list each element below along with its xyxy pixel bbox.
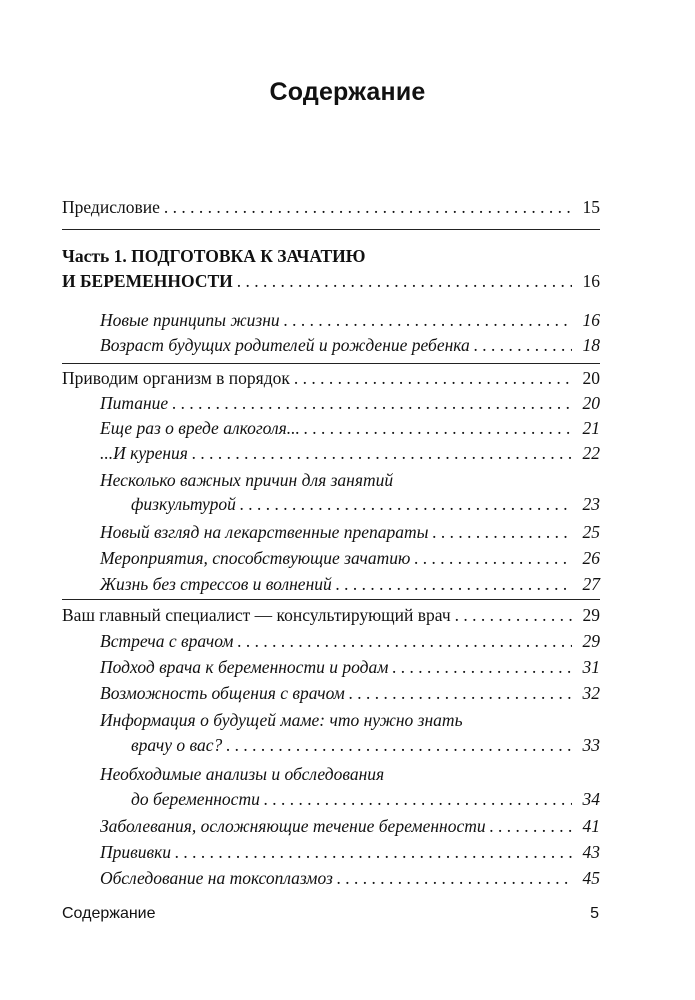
toc-entry-page: 31 [582, 657, 600, 677]
toc-entry-page: 26 [582, 548, 600, 568]
toc-entry-page: 23 [582, 494, 600, 514]
toc-entry-page: 27 [582, 574, 600, 594]
leader-dots [240, 494, 572, 515]
toc-entry-mother-info[interactable] [131, 735, 600, 759]
toc-entry-page: 45 [582, 868, 600, 888]
toc-entry-title: Возраст будущих родителей и рождение ребенка [100, 335, 470, 355]
leader-dots [392, 657, 572, 678]
toc-entry-page: 20 [582, 393, 600, 413]
leader-dots [474, 335, 572, 356]
toc-entry-diseases[interactable] [100, 816, 600, 840]
toc-entry-title-line1: Необходимые анализы и обследования [100, 764, 385, 784]
leader-dots [414, 548, 572, 569]
toc-entry-title: Встреча с врачом [100, 631, 234, 651]
section-divider [62, 599, 600, 600]
toc-entry-consulting-doctor[interactable] [62, 605, 600, 629]
toc-entry-new-principles[interactable] [100, 310, 600, 334]
toc-entry-part-1[interactable] [62, 271, 600, 295]
toc-entry-toxoplasmosis[interactable] [100, 868, 600, 892]
toc-entry-tests[interactable] [131, 789, 600, 813]
toc-entry-title: Приводим организм в порядок [62, 368, 290, 388]
toc-entry-page: 16 [582, 310, 600, 330]
leader-dots [433, 522, 572, 543]
toc-entry-page: 41 [582, 816, 600, 836]
toc-entry-page: 33 [582, 735, 600, 755]
toc-entry-title: врачу о вас? [131, 735, 223, 755]
page-title: Содержание [269, 78, 426, 106]
toc-part-title-line1: Часть 1. ПОДГОТОВКА К ЗАЧАТИЮ [62, 246, 366, 266]
toc-entry-meeting-doctor[interactable] [100, 631, 600, 655]
toc-entry-title: Возможность общения с врачом [100, 683, 345, 703]
leader-dots [490, 816, 572, 837]
toc-entry-title: И БЕРЕМЕННОСТИ [62, 271, 233, 291]
toc-entry-title: Жизнь без стрессов и волнений [100, 574, 332, 594]
toc-entry-title: Новый взгляд на лекарственные препараты [100, 522, 429, 542]
toc-entry-page: 25 [582, 522, 600, 542]
toc-entry-title: ...И курения [100, 443, 188, 463]
leader-dots [337, 868, 572, 889]
leader-dots [237, 271, 572, 292]
leader-dots [455, 605, 572, 626]
toc-entry-page: 16 [582, 271, 600, 291]
leader-dots [226, 735, 572, 756]
toc-entry-page: 29 [582, 631, 600, 651]
toc-entry-conception-measures[interactable] [100, 548, 600, 572]
toc-entry-page: 32 [582, 683, 600, 703]
toc-entry-page: 15 [582, 197, 600, 217]
toc-entry-smoking[interactable] [100, 443, 600, 467]
toc-entry-title: физкультурой [131, 494, 236, 514]
leader-dots [284, 310, 572, 331]
toc-entry-page: 29 [582, 605, 600, 625]
toc-entry-title: Новые принципы жизни [100, 310, 280, 330]
toc-entry-title-line1: Несколько важных причин для занятий [100, 470, 394, 490]
leader-dots [336, 574, 572, 595]
toc-entry-title: Заболевания, осложняющие течение беременности [100, 816, 486, 836]
toc-entry-vaccinations[interactable] [100, 842, 600, 866]
toc-entry-title: Мероприятия, способствующие зачатию [100, 548, 411, 568]
leader-dots [172, 393, 572, 414]
toc-entry-page: 18 [582, 335, 600, 355]
toc-entry-title: до беременности [131, 789, 260, 809]
toc-entry-alcohol[interactable] [100, 418, 600, 442]
toc-entry-doctor-approach[interactable] [100, 657, 600, 681]
section-divider [62, 363, 600, 364]
toc-entry-exercise[interactable] [131, 494, 600, 518]
toc-entry-title: Предисловие [62, 197, 160, 217]
toc-entry-page: 21 [582, 418, 600, 438]
toc-entry-title-line1: Информация о будущей маме: что нужно знать [100, 710, 463, 730]
toc-entry-nutrition[interactable] [100, 393, 600, 417]
page-number: 5 [590, 905, 599, 922]
toc-entry-parents-age[interactable] [100, 335, 600, 359]
leader-dots [304, 418, 572, 439]
leader-dots [349, 683, 572, 704]
toc-entry-medications[interactable] [100, 522, 600, 546]
toc-entry-page: 20 [582, 368, 600, 388]
toc-entry-page: 34 [582, 789, 600, 809]
toc-entry-page: 22 [582, 443, 600, 463]
toc-entry-doctor-communication[interactable] [100, 683, 600, 707]
toc-entry-title: Прививки [100, 842, 172, 862]
toc-entry-title: Подход врача к беременности и родам [100, 657, 389, 677]
toc-entry-title: Обследование на токсоплазмоз [100, 868, 333, 888]
leader-dots [164, 197, 572, 218]
toc-entry-title: Питание [100, 393, 169, 413]
leader-dots [264, 789, 572, 810]
toc-entry-title: Ваш главный специалист — консультирующий врач [62, 605, 451, 625]
running-footer-title: Содержание [62, 905, 156, 922]
toc-entry-page: 43 [582, 842, 600, 862]
leader-dots [294, 368, 572, 389]
toc-entry-no-stress[interactable] [100, 574, 600, 598]
toc-entry-body-order[interactable] [62, 368, 600, 392]
leader-dots [175, 842, 572, 863]
toc-entry-preface[interactable] [62, 197, 600, 221]
section-divider [62, 229, 600, 230]
leader-dots [192, 443, 572, 464]
leader-dots [237, 631, 572, 652]
toc-entry-title: Еще раз о вреде алкоголя... [100, 418, 300, 438]
